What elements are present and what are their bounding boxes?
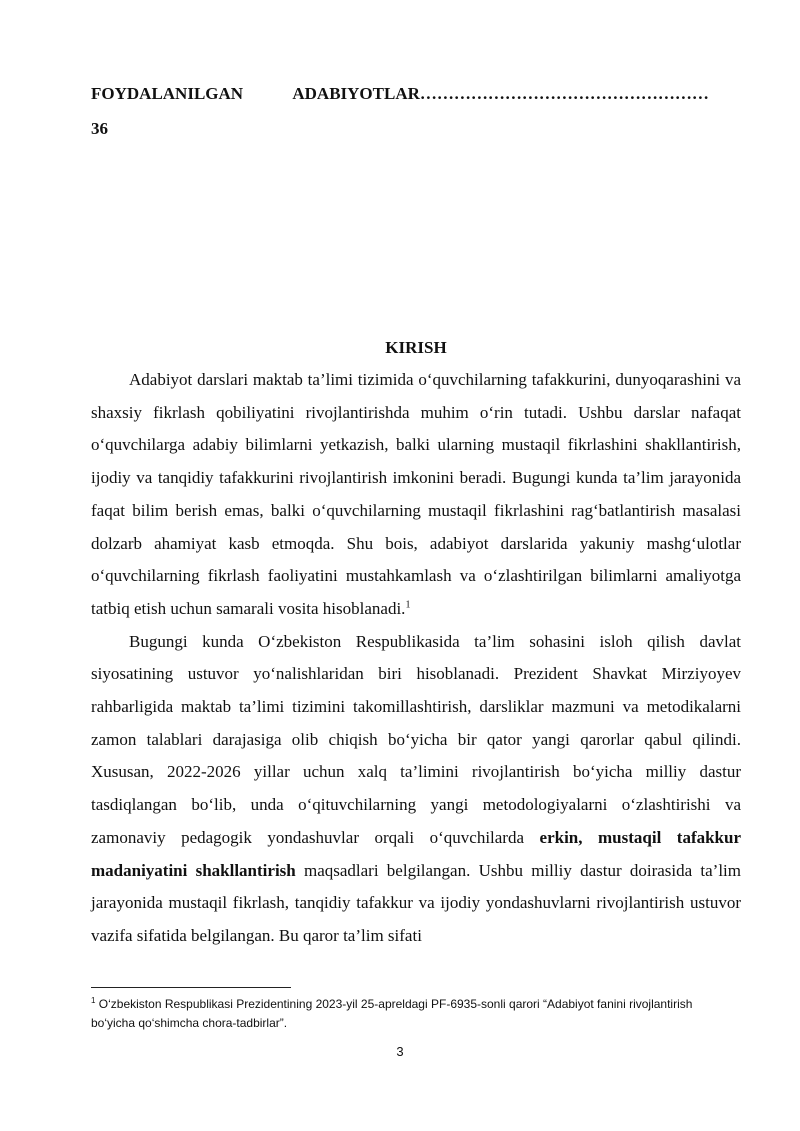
paragraph-2-text-end: maqsadlari belgilangan. Ushbu milliy dastur doirasida ta’lim jarayonida mustaqil fikrlash, tanqidiy tafakkur va ijodiy yondashuvlarni rivojlantirish ustuvor vazifa sifatida belgilangan. Bu qaror ta’lim sifati [91, 860, 741, 945]
toc-page-number: 36 [91, 119, 108, 138]
toc-entry [91, 76, 741, 146]
paragraph-1-text: Adabiyot darslari maktab ta’limi tizimida o‘quvchilarning tafakkurini, dunyoqarashini va shaxsiy fikrlash qobiliyatini rivojlantirishda muhim o‘rin tutadi. Ushbu darslar nafaqat o‘quvchilarga adabiy bilimlarni yetkazish, balki ularning mustaqil fikrlashini shakllantirish, ijodiy va tanqidiy tafakkurini rivojlantirish imkonini beradi. Bugungi kunda ta’lim jarayonida faqat bilim berish emas, balki o‘quvchilarning mustaqil fikrlashini rag‘batlantirish masalasi dolzarb ahamiyat kasb etmoqda. Shu bois, adabiyot darslarida yakuniy mashg‘ulotlar o‘quvchilarning fikrlash faoliyatini mustahkamlash va o‘zlashtirilgan bilimlarni amaliyotga tatbiq etish uchun samarali vosita hisoblanadi. [91, 370, 741, 618]
footnote [91, 995, 731, 1033]
footnote-mark: 1 [91, 996, 96, 1005]
toc-line [91, 76, 741, 111]
paragraph-1 [91, 364, 741, 626]
paragraph-2-text-start: Bugungi kunda O‘zbekiston Respublikasida ta’lim sohasini isloh qilish davlat siyosatining ustuvor yo‘nalishlaridan biri hisoblanadi. Prezident Shavkat Mirziyoyev rahbarligida maktab ta’limi tizimini takomillashtirish, darsliklar mazmuni va metodikalarni zamon talablari darajasiga olib chiqish bo‘yicha bir qator yangi qarorlar qabul qilindi. Xususan, 2022-2026 yillar uchun xalq ta’limini rivojlantirish bo‘yicha milliy dastur tasdiqlangan bo‘lib, unda o‘qituvchilarning yangi metodologiyalarni o‘zlashtirishi va zamonaviy pedagogik yondashuvlar orqali o‘quvchilarda [91, 631, 741, 847]
body-text [91, 364, 741, 953]
paragraph-2 [91, 626, 741, 953]
section-heading: KIRISH [385, 338, 447, 357]
toc-label: FOYDALANILGAN ADABIYOTLAR [91, 84, 420, 103]
paragraph-2-bold-phrase: erkin, mustaqil tafakkur madaniyatini shakllantirish [91, 827, 742, 880]
footnote-separator [91, 987, 291, 988]
footnote-reference: 1 [405, 599, 411, 611]
toc-leader-dots: …………………………………………… [419, 84, 709, 103]
page-number: 3 [396, 1044, 404, 1059]
footnote-text: O‘zbekiston Respublikasi Prezidentining 2023-yil 25-apreldagi PF-6935-sonli qarori “Adabiyot fanini rivojlantirish bo‘yicha qo‘shimcha chora-tadbirlar”. [91, 997, 693, 1030]
